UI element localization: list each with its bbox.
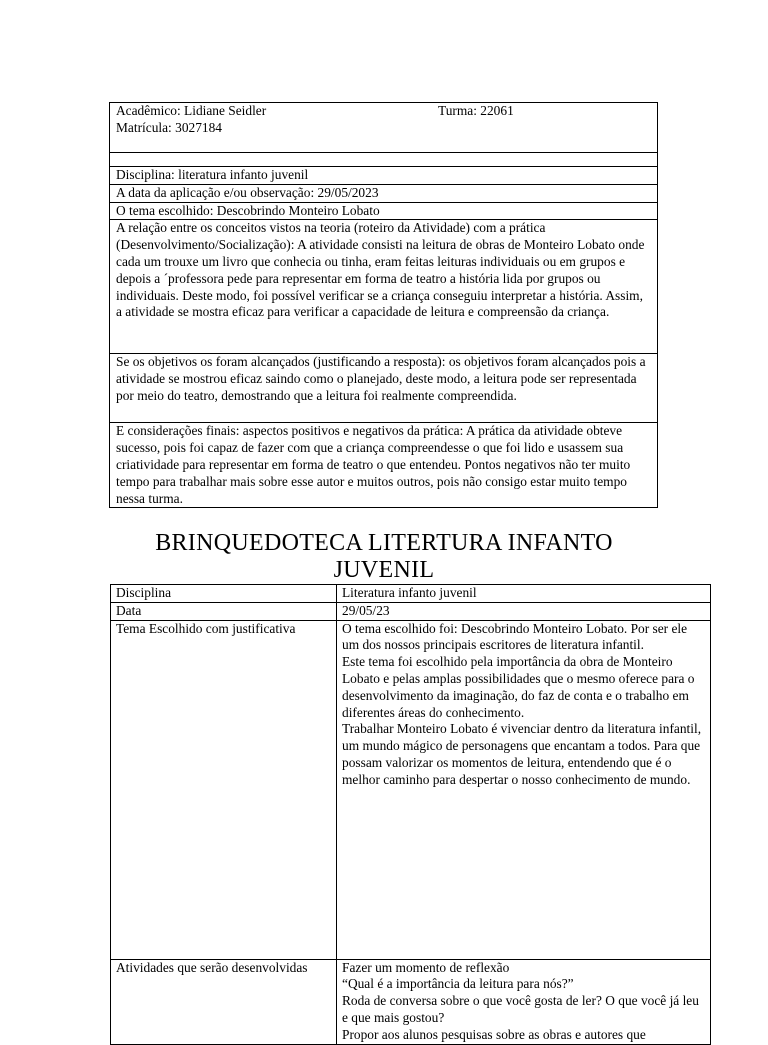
turma-text: Turma: 22061 <box>438 103 514 118</box>
plan-row <box>111 602 711 620</box>
tema-text: O tema escolhido: Descobrindo Monteiro Lobato <box>110 202 658 220</box>
plan-row <box>111 585 711 603</box>
relacao-text: A relação entre os conceitos vistos na teoria (roteiro da Atividade) com a prática (Desenvolvimento/Socialização): A atividade consisti na leitura de obras de Monteiro Lobato onde cada um trouxe um livro que conhecia ou tinha, eram feitas leituras individuais ou em grupos e depois a ´professora pede para representar em forma de teatro a história lida por grupos ou individuais. Deste modo, foi possível verificar se a criança conseguiu interpretar a história. Assim, a atividade se mostra eficaz para verificar a capacidade de leitura e compreensão da criança. <box>110 220 658 354</box>
tema-paragraph: Trabalhar Monteiro Lobato é vivenciar dentro da literatura infantil, um mundo mágico de personagens que encantam a todos. Para que possam valorizar os momentos de leitura, entendendo que é o melhor caminho para despertar o nosso conhecimento de mundo. <box>342 721 702 787</box>
plan-value: Literatura infanto juvenil <box>337 585 711 603</box>
consideracoes-text: E considerações finais: aspectos positivos e negativos da prática: A prática da atividade obteve sucesso, pois foi capaz de fazer com que a criança compreendesse o que foi lido e usassem sua criatividade para representar em forma de teatro o que entendeu. Pontos negativos não ter muito tempo para trabalhar mais sobre esse autor e muitos outros, pois não consigo estar muito tempo nessa turma. <box>110 423 658 508</box>
academico-text: Acadêmico: Lidiane Seidler <box>116 103 267 118</box>
page-heading: BRINQUEDOTECA LITERTURA INFANTO JUVENIL <box>155 530 613 583</box>
matricula-text: Matrícula: 3027184 <box>116 119 222 135</box>
atividades-list <box>337 959 711 1044</box>
atividade-line: Fazer um momento de reflexão <box>342 959 510 975</box>
atividade-line: Propor aos alunos pesquisas sobre as obras e autores que <box>342 1026 646 1042</box>
plan-row <box>111 620 711 959</box>
tema-paragraph: Este tema foi escolhido pela importância da obra de Monteiro Lobato e pelas amplas possibilidades que o mesmo oferece para o desenvolvimento da imaginação, do faz de conta e o trabalho em diferentes áreas do conhecimento. <box>342 654 695 720</box>
lesson-plan-table <box>110 584 711 1045</box>
tema-justificativa <box>337 620 711 959</box>
plan-label: Disciplina <box>111 585 337 603</box>
atividade-line: “Qual é a importância da leitura para nós?” <box>342 976 574 992</box>
atividade-line: Roda de conversa sobre o que você gosta de ler? O que você já leu e que mais gostou? <box>342 993 699 1025</box>
empty-row <box>110 153 658 167</box>
disciplina-text: Disciplina: literatura infanto juvenil <box>110 167 658 185</box>
tema-paragraph: O tema escolhido foi: Descobrindo Monteiro Lobato. Por ser ele um dos nossos principais escritores de literatura infantil. <box>342 620 688 653</box>
tema-label: Tema Escolhido com justificativa <box>111 620 337 959</box>
plan-value: 29/05/23 <box>337 602 711 620</box>
plan-row <box>111 959 711 1044</box>
student-info-cell <box>110 103 658 153</box>
report-form-table <box>109 102 658 508</box>
data-text: A data da aplicação e/ou observação: 29/05/2023 <box>110 184 658 202</box>
plan-label: Data <box>111 602 337 620</box>
objetivos-text: Se os objetivos os foram alcançados (justificando a resposta): os objetivos foram alcançados pois a atividade se mostrou eficaz saindo como o planejado, deste modo, a leitura pode ser representada por meio do teatro, demostrando que a leitura foi realmente compreendida. <box>110 354 658 423</box>
atividades-label: Atividades que serão desenvolvidas <box>111 959 337 1044</box>
